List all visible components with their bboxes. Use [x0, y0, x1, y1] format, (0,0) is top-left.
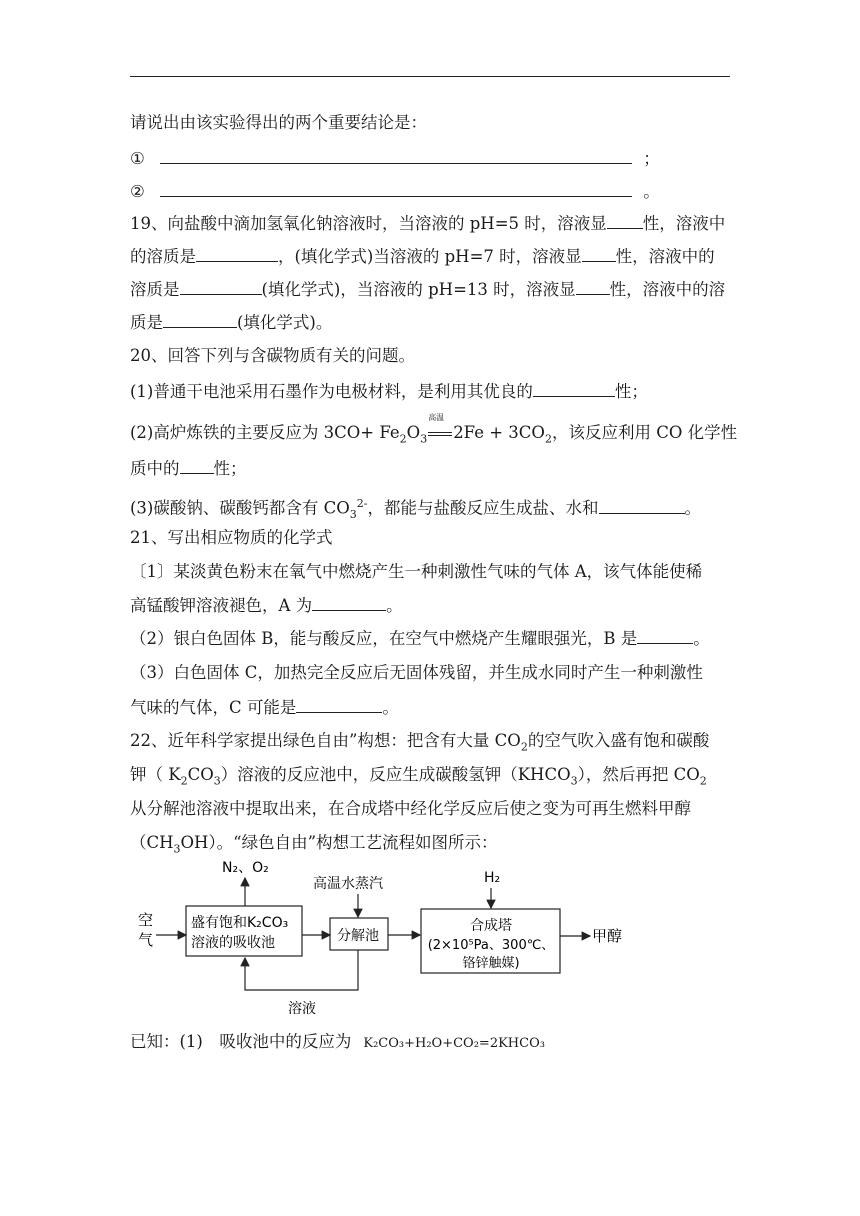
q22-line-1 — [130, 731, 750, 757]
q21-text: 气味的气体，C 可能是 — [130, 698, 297, 717]
air-label-top: 空 — [138, 911, 154, 929]
subscript: 3 — [420, 432, 428, 446]
air-label-bottom: 气 — [138, 931, 154, 949]
solution-label: 溶液 — [288, 1001, 316, 1017]
q20-text: O — [406, 423, 421, 442]
steam-label: 高温水蒸汽 — [313, 876, 383, 892]
q20-blank-2[interactable] — [180, 458, 214, 474]
known-equation: K₂CO₃+H₂O+CO₂=2KHCO₃ — [363, 1036, 545, 1051]
h2-label: H₂ — [484, 870, 501, 886]
q22-text: 钾（ K — [130, 765, 181, 784]
q20-blank-3[interactable] — [599, 498, 685, 514]
q19-blank-2[interactable] — [196, 246, 278, 262]
q20-item-2-cont — [130, 458, 750, 479]
q19-blank-1[interactable] — [607, 213, 643, 229]
subscript: 3 — [570, 774, 578, 788]
synthesis-condition-2: 铬锌触媒) — [462, 956, 520, 971]
process-flow-diagram — [0, 850, 860, 1025]
q19-blank-5[interactable] — [576, 279, 610, 295]
q22-line-2 — [130, 765, 750, 791]
decomposition-tank-label: 分解池 — [337, 928, 379, 944]
q20-text: (2)高炉炼铁的主要反应为 3CO+ Fe — [130, 423, 400, 442]
conclusion-end: ； — [643, 149, 660, 168]
subscript: 2 — [544, 432, 552, 446]
equals-bar — [428, 432, 452, 436]
q20-text: ，该反应利用 CO 化学性 — [551, 423, 738, 442]
q20-text: 2Fe + 3CO — [453, 423, 545, 442]
q21-title: 21、写出相应物质的化学式 — [130, 528, 333, 547]
q19-blank-3[interactable] — [582, 246, 616, 262]
n2-o2-label: N₂、O₂ — [222, 860, 269, 876]
q19-text: 性，溶液中的溶 — [609, 280, 726, 299]
q20-item-1 — [130, 381, 750, 402]
q20-text: 性； — [614, 382, 648, 401]
methanol-label: 甲醇 — [592, 927, 623, 945]
subscript: 2 — [180, 774, 188, 788]
subscript: 2 — [699, 774, 707, 788]
synthesis-condition-1: (2×10⁵Pa、300℃、 — [427, 938, 555, 953]
q20-text: ，都能与盐酸反应生成盐、水和 — [367, 498, 599, 518]
q21-blank-2[interactable] — [637, 628, 693, 644]
q21-text: 高锰酸钾溶液褪色，A 为 — [130, 596, 313, 615]
superscript: 2- — [356, 497, 368, 510]
subscript: 3 — [173, 842, 181, 856]
q19-text: 质是 — [130, 313, 163, 332]
q21-item-3: （3）白色固体 C，加热完全反应后无固体残留，并生成水同时产生一种刺激性 — [130, 663, 703, 682]
q22-text: 的空气吹入盛有饱和碳酸 — [527, 731, 710, 750]
high-temp-equals — [427, 413, 453, 443]
conclusion-marker: ② — [130, 182, 145, 201]
q20-item-2 — [130, 413, 750, 449]
conclusion-1 — [130, 148, 750, 169]
conclusion-1-blank[interactable] — [160, 148, 632, 164]
q21-text: 。 — [693, 629, 710, 648]
q22-text: 22、近年科学家提出绿色自由”构想：把含有大量 CO — [130, 731, 521, 750]
q19-text: 性，溶液中 — [642, 214, 726, 233]
synthesis-tower-title: 合成塔 — [470, 918, 512, 934]
q22-text: OH）。“绿色自由”构想工艺流程如图所示： — [180, 833, 498, 852]
q19-text: 溶质是 — [130, 280, 180, 299]
q21-item-3-cont — [130, 697, 750, 718]
q21-item-2 — [130, 628, 750, 649]
conclusion-2 — [130, 181, 750, 202]
q19-blank-4[interactable] — [180, 279, 262, 295]
q19-text: 19、向盐酸中滴加氢氧化钠溶液时，当溶液的 pH=5 时，溶液显 — [130, 214, 607, 233]
q19-text: (填化学式)。 — [237, 313, 333, 332]
known-prefix: 已知：(1) 吸收池中的反应为 — [130, 1032, 352, 1051]
q20-blank-1[interactable] — [533, 381, 615, 397]
condition-label: 高温 — [428, 413, 445, 422]
q20-text: 质中的 — [130, 459, 180, 478]
q22-text: ）溶液的反应池中，反应生成碳酸氢钾（KHCO — [220, 765, 571, 784]
header-rule — [130, 76, 730, 77]
q19-text: ，(填化学式)当溶液的 pH=7 时，溶液显 — [278, 247, 582, 266]
q22-line-3: 从分解池溶液中提取出来，在合成塔中经化学反应后使之变为可再生燃料甲醇 — [130, 799, 691, 818]
q22-text: CO — [187, 765, 214, 784]
conclusion-end: 。 — [643, 182, 660, 201]
absorption-tank-label-1: 盛有饱和K₂CO₃ — [191, 915, 289, 931]
q20-text: 性； — [213, 459, 247, 478]
subscript: 3 — [349, 507, 357, 521]
subscript: 2 — [520, 740, 528, 754]
subscript: 3 — [213, 774, 221, 788]
conclusion-2-blank[interactable] — [160, 181, 632, 197]
q19-text: (填化学式)，当溶液的 pH=13 时，溶液显 — [261, 280, 576, 299]
q20-text: (1)普通干电池采用石墨作为电极材料，是利用其优良的 — [130, 382, 533, 401]
q21-blank-1[interactable] — [312, 595, 386, 611]
q19-line-3 — [130, 279, 750, 300]
absorption-tank-label-2: 溶液的吸收池 — [191, 935, 275, 951]
subscript: 2 — [399, 432, 407, 446]
known-line — [130, 1032, 750, 1054]
q20-text: 。 — [684, 498, 701, 518]
q22-text: ），然后再把 CO — [577, 765, 700, 784]
q20-text: (3)碳酸钠、碳酸钙都含有 CO — [130, 498, 350, 518]
q21-text: 。 — [386, 596, 403, 615]
q22-text: （CH — [130, 833, 174, 852]
q19-line-4 — [130, 312, 750, 333]
q19-text: 性，溶液中的 — [615, 247, 715, 266]
q19-line-1 — [130, 213, 750, 234]
q21-item-1-cont — [130, 595, 750, 616]
intro-text: 请说出由该实验得出的两个重要结论是： — [130, 113, 427, 132]
q20-item-3 — [130, 494, 750, 525]
q21-blank-3[interactable] — [296, 697, 382, 713]
q19-line-2 — [130, 246, 750, 267]
q20-title: 20、回答下列与含碳物质有关的问题。 — [130, 346, 415, 365]
q21-text: （2）银白色固体 B，能与酸反应，在空气中燃烧产生耀眼强光，B 是 — [130, 629, 638, 648]
q19-blank-6[interactable] — [163, 312, 237, 328]
q21-item-1: 〔1〕某淡黄色粉末在氧气中燃烧产生一种刺激性气味的气体 A，该气体能使稀 — [130, 562, 703, 581]
q21-text: 。 — [382, 698, 399, 717]
q19-text: 的溶质是 — [130, 247, 196, 266]
conclusion-marker: ① — [130, 149, 145, 168]
